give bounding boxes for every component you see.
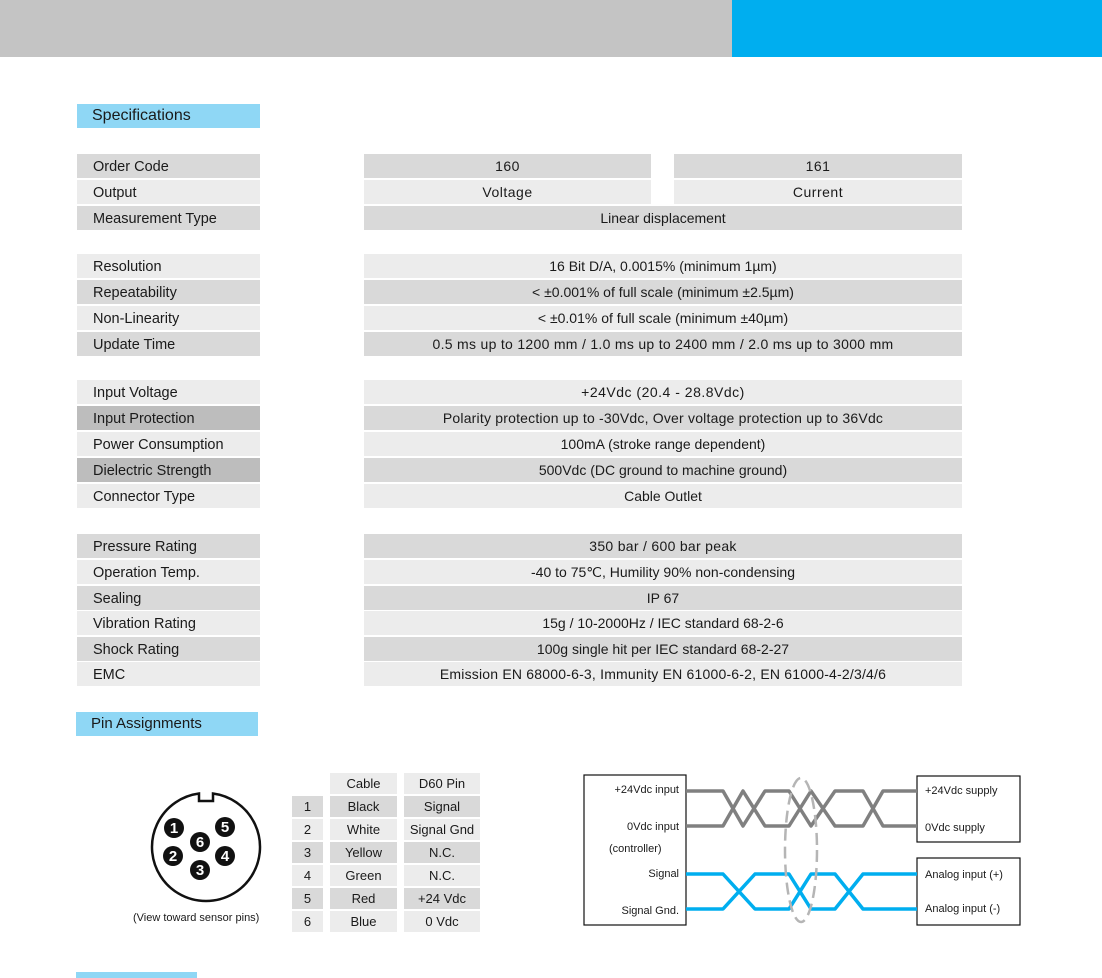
spec-row-order-code	[0, 154, 1102, 178]
spec-row-input-protection	[0, 406, 1102, 430]
spec-value: Linear displacement	[364, 206, 962, 230]
spec-row-input-voltage	[0, 380, 1102, 404]
spec-value: 500Vdc (DC ground to machine ground)	[364, 458, 962, 482]
spec-label: Measurement Type	[77, 206, 260, 230]
spec-label: Output	[77, 180, 260, 204]
spec-label: Input Voltage	[77, 380, 260, 404]
wiring-diagram	[583, 773, 1023, 933]
specifications-heading: Specifications	[77, 104, 260, 128]
connector-pin-3	[190, 860, 210, 880]
spec-row-resolution	[0, 254, 1102, 278]
header-cable: Cable	[330, 773, 397, 794]
spec-row-update-time	[0, 332, 1102, 356]
cable-color: Blue	[330, 911, 397, 932]
cable-color: Red	[330, 888, 397, 909]
pin-number: 5	[292, 888, 323, 909]
spec-row-non-linearity	[0, 306, 1102, 330]
pin-label: 2	[168, 848, 178, 865]
pin-label: 3	[195, 862, 205, 879]
label-controller: (controller)	[609, 843, 662, 855]
spec-value: 16 Bit D/A, 0.0015% (minimum 1µm)	[364, 254, 962, 278]
pin-label: 6	[195, 834, 205, 851]
spec-row-sealing	[0, 586, 1102, 610]
spec-row-connector-type	[0, 484, 1102, 508]
label-0v-supply: 0Vdc supply	[925, 822, 985, 834]
connector-pin-1	[164, 818, 184, 838]
connector-pin-4	[215, 846, 235, 866]
power-twisted-pair	[686, 791, 917, 826]
cable-color: Yellow	[330, 842, 397, 863]
spec-value: -40 to 75℃, Humility 90% non-condensing	[364, 560, 962, 584]
connector-pin-2	[163, 846, 183, 866]
pin-number: 6	[292, 911, 323, 932]
spec-label: Power Consumption	[77, 432, 260, 456]
spec-label: Order Code	[77, 154, 260, 178]
label-analog-neg: Analog input (-)	[925, 903, 1001, 915]
pin-function: Signal Gnd	[404, 819, 480, 840]
connector-face-diagram	[148, 790, 264, 906]
header-bar-blue	[732, 0, 1102, 57]
spec-value: 15g / 10-2000Hz / IEC standard 68-2-6	[364, 611, 962, 635]
spec-label: Dielectric Strength	[77, 458, 260, 482]
cable-shield	[785, 778, 817, 922]
pin-function: +24 Vdc	[404, 888, 480, 909]
spec-label: Resolution	[77, 254, 260, 278]
spec-label: Repeatability	[77, 280, 260, 304]
spec-value: 100g single hit per IEC standard 68-2-27	[364, 637, 962, 661]
spec-label: Operation Temp.	[77, 560, 260, 584]
pin-label: 4	[220, 848, 230, 865]
spec-value: 0.5 ms up to 1200 mm / 1.0 ms up to 2400 mm / 2.0 ms up to 3000 mm	[364, 332, 962, 356]
label-signal: Signal	[648, 868, 679, 880]
header-bar-gray	[0, 0, 732, 57]
spec-label: Pressure Rating	[77, 534, 260, 558]
pin-label: 1	[169, 820, 179, 837]
label-0v-input: 0Vdc input	[627, 821, 679, 833]
spec-label: EMC	[77, 662, 260, 686]
spec-row-emc	[0, 662, 1102, 686]
spec-value: IP 67	[364, 586, 962, 610]
spec-label: Update Time	[77, 332, 260, 356]
next-section-heading	[76, 972, 197, 978]
spec-row-repeatability	[0, 280, 1102, 304]
spec-row-output	[0, 180, 1102, 204]
pin-label: 5	[220, 819, 230, 836]
spec-value: 350 bar / 600 bar peak	[364, 534, 962, 558]
cable-color: Black	[330, 796, 397, 817]
spec-value-161: 161	[674, 154, 962, 178]
label-analog-pos: Analog input (+)	[925, 869, 1003, 881]
pin-assignments-heading: Pin Assignments	[76, 712, 258, 736]
spec-row-shock-rating	[0, 637, 1102, 661]
spec-label: Non-Linearity	[77, 306, 260, 330]
pin-function: Signal	[404, 796, 480, 817]
spec-value: Cable Outlet	[364, 484, 962, 508]
connector-pin-6	[190, 832, 210, 852]
header-d60-pin: D60 Pin	[404, 773, 480, 794]
spec-value: Emission EN 68000-6-3, Immunity EN 61000-6-2, EN 61000-4-2/3/4/6	[364, 662, 962, 686]
spec-value-160: 160	[364, 154, 651, 178]
label-signal-gnd: Signal Gnd.	[621, 905, 679, 917]
connector-caption: (View toward sensor pins)	[133, 912, 260, 924]
spec-row-power-consumption	[0, 432, 1102, 456]
spec-row-vibration-rating	[0, 611, 1102, 635]
label-24v-input: +24Vdc input	[614, 784, 679, 796]
pin-function: N.C.	[404, 842, 480, 863]
spec-value: +24Vdc (20.4 - 28.8Vdc)	[364, 380, 962, 404]
spec-value: 100mA (stroke range dependent)	[364, 432, 962, 456]
pin-function: 0 Vdc	[404, 911, 480, 932]
pin-number: 2	[292, 819, 323, 840]
spec-row-pressure-rating	[0, 534, 1102, 558]
spec-label: Connector Type	[77, 484, 260, 508]
signal-twisted-pair	[686, 874, 917, 909]
pin-number: 3	[292, 842, 323, 863]
spec-row-operation-temp	[0, 560, 1102, 584]
spec-label: Sealing	[77, 586, 260, 610]
pin-number: 4	[292, 865, 323, 886]
spec-value: < ±0.01% of full scale (minimum ±40µm)	[364, 306, 962, 330]
spec-row-dielectric-strength	[0, 458, 1102, 482]
pin-function: N.C.	[404, 865, 480, 886]
spec-value-voltage: Voltage	[364, 180, 651, 204]
spec-value-current: Current	[674, 180, 962, 204]
connector-pin-5	[215, 817, 235, 837]
spec-label: Shock Rating	[77, 637, 260, 661]
label-24v-supply: +24Vdc supply	[925, 785, 998, 797]
cable-color: White	[330, 819, 397, 840]
spec-value: < ±0.001% of full scale (minimum ±2.5µm)	[364, 280, 962, 304]
pin-number: 1	[292, 796, 323, 817]
spec-label: Vibration Rating	[77, 611, 260, 635]
spec-row-measurement-type	[0, 206, 1102, 230]
spec-value: Polarity protection up to -30Vdc, Over voltage protection up to 36Vdc	[364, 406, 962, 430]
cable-color: Green	[330, 865, 397, 886]
spec-label: Input Protection	[77, 406, 260, 430]
